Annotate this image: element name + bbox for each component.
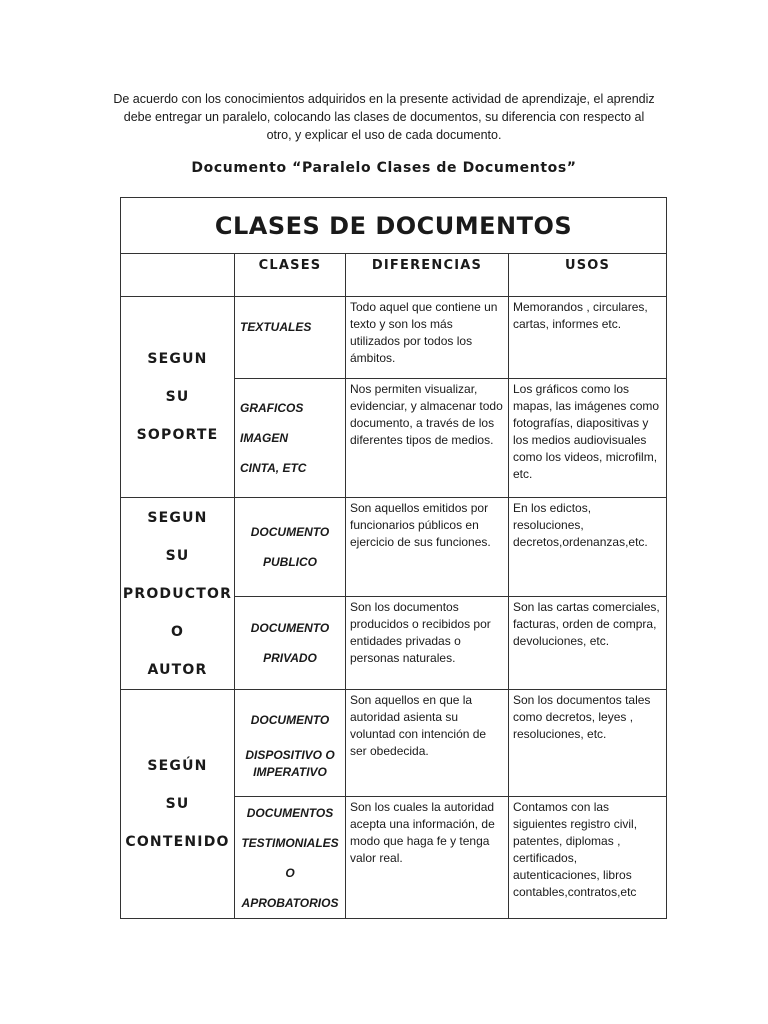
clase-cell bbox=[235, 297, 346, 379]
uso-cell: Son las cartas comerciales, facturas, orden de compra, devoluciones, etc. bbox=[509, 597, 667, 690]
clase-cell bbox=[235, 498, 346, 597]
table-row bbox=[121, 690, 667, 797]
clase-line: PUBLICO bbox=[263, 555, 317, 569]
clase-cell bbox=[235, 797, 346, 919]
group-line: SU bbox=[165, 796, 190, 812]
header-diferencias: DIFERENCIAS bbox=[346, 254, 509, 297]
diferencia-cell: Todo aquel que contiene un texto y son los más utilizados por todos los ámbitos. bbox=[346, 297, 509, 379]
group-line: SOPORTE bbox=[136, 427, 219, 443]
clase-line: DOCUMENTO bbox=[250, 713, 330, 727]
group-line: CONTENIDO bbox=[125, 834, 230, 850]
table-row bbox=[121, 297, 667, 379]
clase-line: TESTIMONIALES bbox=[241, 835, 339, 850]
diferencia-cell: Nos permiten visualizar, evidenciar, y almacenar todo documento, a través de los diferentes tipos de medios. bbox=[346, 379, 509, 498]
clase-line: APROBATORIOS bbox=[241, 895, 339, 910]
group-segun-su-productor-o-autor bbox=[121, 498, 235, 690]
clase-line: IMAGEN bbox=[240, 431, 288, 445]
clase-cell bbox=[235, 690, 346, 797]
clase-cell bbox=[235, 597, 346, 690]
document-classes-table bbox=[120, 197, 667, 919]
diferencia-cell: Son los documentos producidos o recibidos por entidades privadas o personas naturales. bbox=[346, 597, 509, 690]
clase-line: DISPOSITIVO O IMPERATIVO bbox=[245, 748, 335, 779]
diferencia-cell: Son aquellos en que la autoridad asienta su voluntad con intención de ser obedecida. bbox=[346, 690, 509, 797]
uso-cell: Los gráficos como los mapas, las imágenes como fotografías, diapositivas y los medios audiovisuales como los videos, microfilm, etc. bbox=[509, 379, 667, 498]
group-segun-su-soporte bbox=[121, 297, 235, 498]
uso-cell: Son los documentos tales como decretos, leyes , resoluciones, etc. bbox=[509, 690, 667, 797]
group-line: SEGUN bbox=[147, 509, 208, 526]
uso-cell: Contamos con las siguientes registro civil, patentes, diplomas , certificados, autenticaciones, libros contables,contratos,etc bbox=[509, 797, 667, 919]
group-line: SU bbox=[165, 389, 190, 405]
diferencia-cell: Son aquellos emitidos por funcionarios públicos en ejercicio de sus funciones. bbox=[346, 498, 509, 597]
clase-line: DOCUMENTO bbox=[250, 525, 330, 539]
clase-line: PRIVADO bbox=[263, 651, 317, 665]
clase-line: TEXTUALES bbox=[240, 320, 312, 334]
group-line: SU bbox=[165, 547, 190, 564]
clase-line: CINTA, ETC bbox=[240, 461, 307, 475]
clase-cell bbox=[235, 379, 346, 498]
group-segun-su-contenido bbox=[121, 690, 235, 919]
uso-cell: Memorandos , circulares, cartas, informes etc. bbox=[509, 297, 667, 379]
group-line: SEGÚN bbox=[147, 758, 208, 774]
header-clases: CLASES bbox=[235, 254, 346, 297]
intro-paragraph: De acuerdo con los conocimientos adquiridos en la presente actividad de aprendizaje, el aprendiz debe entregar un paralelo, colocando las clases de documentos, su diferencia con respecto al otro, y explicar el uso de cada documento. bbox=[113, 92, 655, 142]
table-title: CLASES DE DOCUMENTOS bbox=[121, 198, 667, 254]
header-usos: USOS bbox=[509, 254, 667, 297]
diferencia-cell: Son los cuales la autoridad acepta una información, de modo que haga fe y tenga valor real. bbox=[346, 797, 509, 919]
clase-line: GRAFICOS bbox=[240, 401, 304, 415]
clase-line: DOCUMENTO bbox=[250, 621, 330, 635]
empty-header-cell bbox=[121, 254, 235, 297]
group-line: SEGUN bbox=[147, 351, 208, 367]
uso-cell: En los edictos, resoluciones, decretos,ordenanzas,etc. bbox=[509, 498, 667, 597]
clase-line: DOCUMENTOS bbox=[246, 805, 334, 820]
group-line: O bbox=[170, 623, 185, 640]
table-row bbox=[121, 498, 667, 597]
clase-line: O bbox=[285, 865, 295, 880]
group-line: PRODUCTOR bbox=[122, 585, 233, 602]
group-line: AUTOR bbox=[147, 661, 208, 678]
document-title: Documento “Paralelo Clases de Documentos” bbox=[191, 160, 577, 176]
